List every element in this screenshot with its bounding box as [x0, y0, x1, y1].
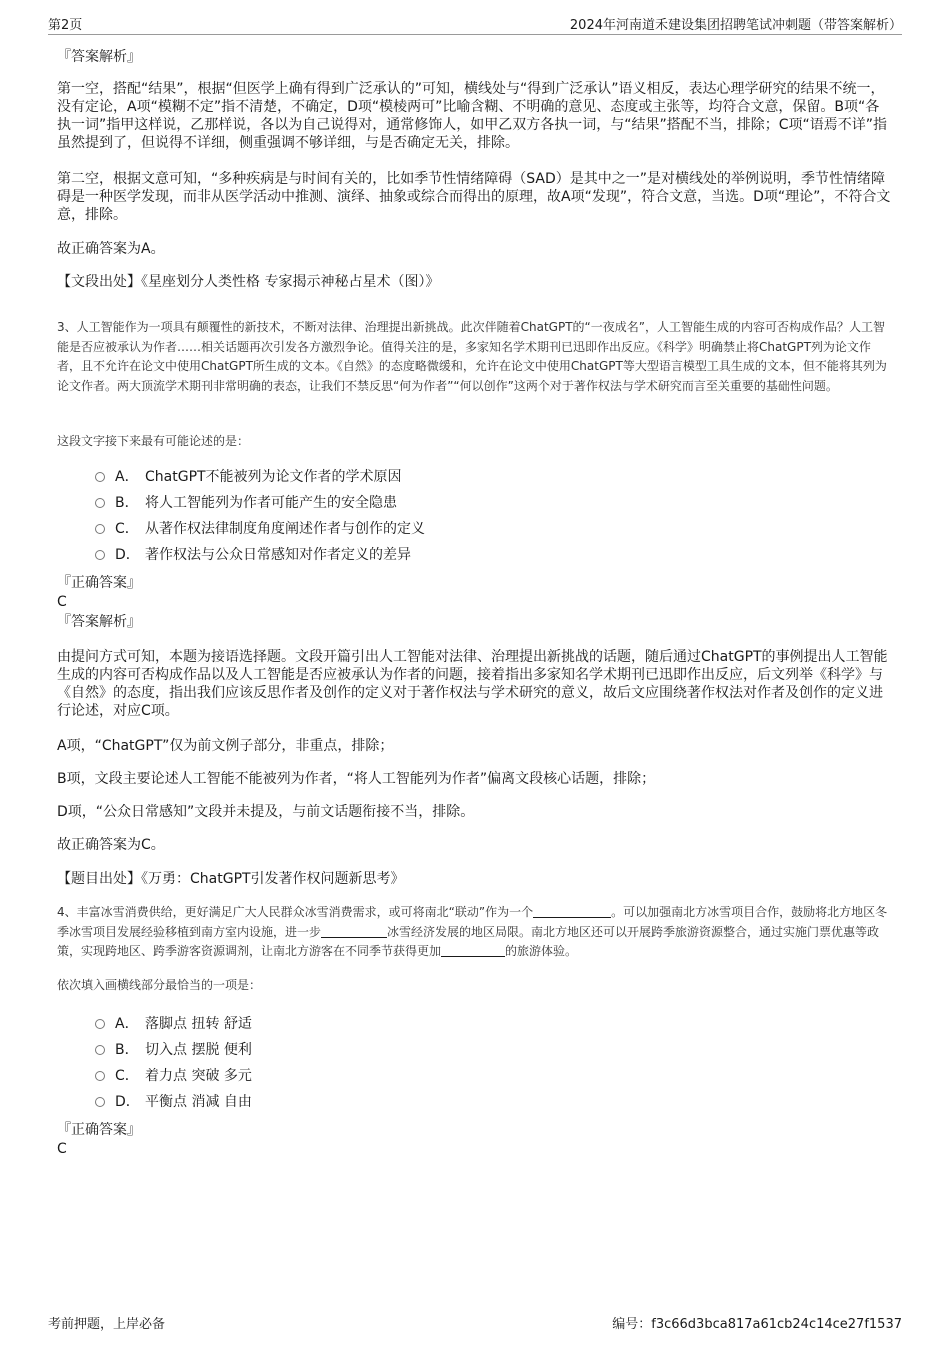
radio-icon[interactable]	[95, 524, 105, 534]
q3-option-d[interactable]: D． 著作权法与公众日常感知对作者定义的差异	[95, 546, 411, 564]
q3-option-b[interactable]: B． 将人工智能列为作者可能产生的安全隐患	[95, 494, 397, 512]
q2-source: 【文段出处】《星座划分人类性格 专家揭示神秘占星术（图）》	[57, 274, 440, 290]
q2-conclusion: 故正确答案为A。	[57, 241, 165, 257]
q4-option-c[interactable]: C． 着力点 突破 多元	[95, 1067, 252, 1085]
q4-answer-label: 『正确答案』	[57, 1122, 141, 1138]
page-number: 第2页	[48, 18, 83, 33]
q4-blank-1	[533, 905, 611, 918]
q4-option-a[interactable]: A． 落脚点 扭转 舒适	[95, 1015, 252, 1033]
footer-slogan: 考前押题，上岸必备	[48, 1317, 166, 1332]
q3-analysis-para-1: 由提问方式可知，本题为接语选择题。文段开篇引出人工智能对法律、治理提出新挑战的话题，随后通过ChatGPT的事例提出人工智能生成的内容可否构成作品以及人工智能是否应被承认为作者的问题，接着指出多家知名学术期刊已迅即作出反应，后文列举《科学》与《自然》的态度，指出我们应该反思作者及创作的定义对于著作权法与学术研究的意义，故后文应围绕著作权法对作者及创作的定义进行论述，对应C项。	[57, 649, 888, 719]
q4-option-d[interactable]: D． 平衡点 消减 自由	[95, 1093, 252, 1111]
q3-source: 【题目出处】《万勇：ChatGPT引发著作权问题新思考》	[57, 871, 405, 887]
q3-option-a[interactable]: A． ChatGPT不能被列为论文作者的学术原因	[95, 468, 402, 486]
q3-analysis-para-5: 故正确答案为C。	[57, 837, 165, 853]
q3-stem: 3、人工智能作为一项具有颠覆性的新技术，不断对法律、治理提出新挑战。此次伴随着ChatGPT的“一夜成名”，人工智能生成的内容可否构成作品？人工智能是否应被承认为作者……相关话题再次引发各方激烈争论。值得关注的是，多家知名学术期刊已迅即作出反应。《科学》明确禁止将ChatGPT列为论文作者，且不允许在论文中使用ChatGPT所生成的文本。《自然》的态度略微缓和，允许在论文中使用ChatGPT等大型语言模型工具生成的文本，但不能将其列为论文作者。两大顶流学术期刊非常明确的表态，让我们不禁反思“何为作者”“何以创作”这两个对于著作权法与学术研究而言至关重要的基础性问题。	[57, 320, 887, 393]
q3-option-c[interactable]: C． 从著作权法律制度角度阐述作者与创作的定义	[95, 520, 425, 538]
q3-analysis-para-3: B项，文段主要论述人工智能不能被列为作者，“将人工智能列为作者”偏离文段核心话题，排除；	[57, 771, 656, 787]
q2-analysis-para-2: 第二空，根据文意可知，“多种疾病是与时间有关的，比如季节性情绪障碍（SAD）是其中之一”是对横线处的举例说明，季节性情绪障碍是一种医学发现，而非从医学活动中推测、演绎、抽象或综合而得出的原理，故A项“发现”，符合文意，当选。D项“理论”，不符合文意，排除。	[57, 171, 891, 223]
q4-option-b[interactable]: B． 切入点 摆脱 便利	[95, 1041, 252, 1059]
radio-icon[interactable]	[95, 472, 105, 482]
radio-icon[interactable]	[95, 498, 105, 508]
radio-icon[interactable]	[95, 1071, 105, 1081]
q3-question: 这段文字接下来最有可能论述的是：	[57, 434, 250, 448]
q4-answer: C	[57, 1141, 67, 1157]
q4-question: 依次填入画横线部分最恰当的一项是：	[57, 978, 262, 992]
q3-analysis-para-2: A项，“ChatGPT”仅为前文例子部分，非重点，排除；	[57, 738, 394, 754]
radio-icon[interactable]	[95, 1045, 105, 1055]
radio-icon[interactable]	[95, 550, 105, 560]
q3-answer: C	[57, 594, 67, 610]
radio-icon[interactable]	[95, 1097, 105, 1107]
q2-analysis-label: 『答案解析』	[57, 49, 141, 65]
page-header	[48, 14, 902, 35]
q3-analysis-para-4: D项，“公众日常感知”文段并未提及，与前文话题衔接不当，排除。	[57, 804, 475, 820]
radio-icon[interactable]	[95, 1019, 105, 1029]
q4-stem: 4、丰富冰雪消费供给，更好满足广大人民群众冰雪消费需求，或可将南北“联动”作为一个 。可以加强南北方冰雪项目合作，鼓励将北方地区冬季冰雪项目发展经验移植到南方室内设施，进一步 冰雪经济发展的地区局限。南北方地区还可以开展跨季旅游资源整合，通过实施门票优惠等政策，实现跨地区、跨季游客资源调剂，让南北方游客在不同季节获得更加 的旅游体验。	[57, 905, 888, 958]
footer-serial: 编号：f3c66d3bca817a61cb24c14ce27f1537	[612, 1317, 902, 1332]
document-title: 2024年河南道禾建设集团招聘笔试冲刺题（带答案解析）	[569, 18, 902, 33]
q2-analysis-para-1: 第一空，搭配“结果”，根据“但医学上确有得到广泛承认的”可知，横线处与“得到广泛承认”语义相反，表达心理学研究的结果不统一，没有定论，A项“模糊不定”指不清楚，不确定，D项“模棱两可”比喻含糊、不明确的意见、态度或主张等，均符合文意，保留。B项“各执一词”指甲这样说，乙那样说，各以为自己说得对，通常修饰人，如甲乙双方各执一词，与“结果”搭配不当，排除；C项“语焉不详”指虽然提到了，但说得不详细，侧重强调不够详细，与是否确定无关，排除。	[57, 81, 888, 151]
q3-answer-label: 『正确答案』	[57, 575, 141, 591]
q4-blank-2	[321, 925, 387, 938]
q3-analysis-label: 『答案解析』	[57, 614, 141, 630]
q4-blank-3	[441, 944, 505, 957]
